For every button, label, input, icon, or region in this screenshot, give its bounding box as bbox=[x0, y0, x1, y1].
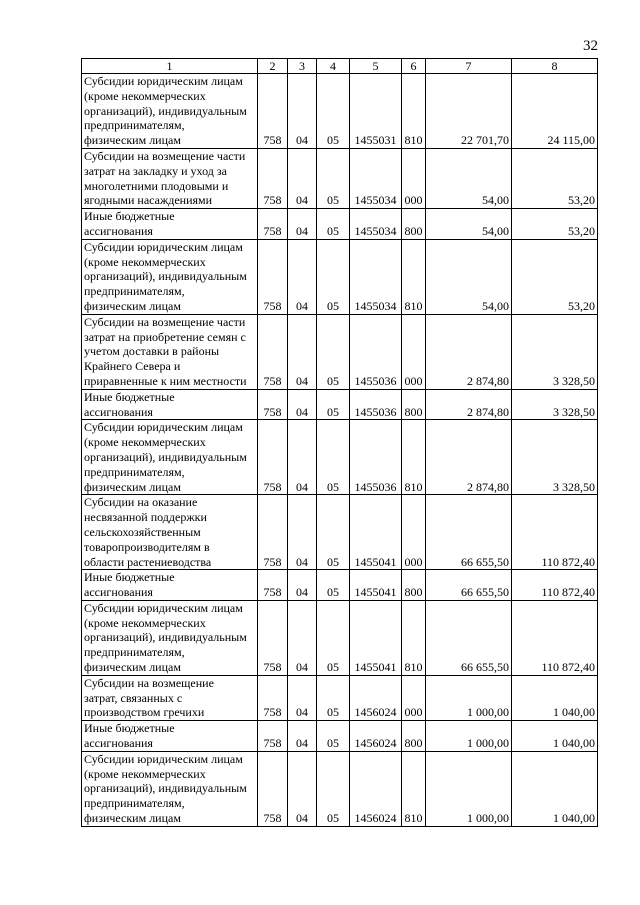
cell-code: 758 bbox=[258, 600, 288, 675]
cell-name-line: товаропроизводителям в bbox=[84, 539, 210, 554]
cell-name-line: ягодными насаждениями bbox=[84, 193, 213, 208]
cell-amount-year-2: 1 040,00 bbox=[512, 751, 598, 826]
cell-name-line: затрат, связанных с bbox=[84, 690, 183, 705]
cell-code: 758 bbox=[258, 721, 288, 752]
cell-subsection: 05 bbox=[317, 314, 350, 389]
cell-section: 04 bbox=[288, 74, 317, 149]
cell-section: 04 bbox=[288, 389, 317, 420]
cell-name-line: предпринимателям, bbox=[84, 284, 185, 299]
cell-section: 04 bbox=[288, 570, 317, 601]
cell-name-line: Иные бюджетные bbox=[84, 209, 175, 224]
cell-name-line: предпринимателям, bbox=[84, 645, 185, 660]
cell-name-line: предпринимателям, bbox=[84, 118, 185, 133]
cell-amount-year-2: 3 328,50 bbox=[512, 389, 598, 420]
cell-amount-year-2: 53,20 bbox=[512, 148, 598, 208]
cell-name bbox=[82, 751, 258, 826]
cell-expense-type: 000 bbox=[402, 314, 426, 389]
cell-target-article: 1456024 bbox=[350, 721, 402, 752]
cell-subsection: 05 bbox=[317, 74, 350, 149]
cell-amount-year-1: 66 655,50 bbox=[426, 495, 512, 570]
cell-section: 04 bbox=[288, 420, 317, 495]
cell-name-line: Иные бюджетные bbox=[84, 721, 175, 736]
cell-name bbox=[82, 74, 258, 149]
cell-name-line: Субсидии юридическим лицам bbox=[84, 239, 243, 254]
cell-name-line: несвязанной поддержки bbox=[84, 510, 207, 525]
cell-target-article: 1456024 bbox=[350, 675, 402, 720]
cell-code: 758 bbox=[258, 675, 288, 720]
cell-subsection: 05 bbox=[317, 239, 350, 314]
table-row bbox=[82, 389, 598, 420]
cell-section: 04 bbox=[288, 675, 317, 720]
table-row bbox=[82, 209, 598, 240]
table-row bbox=[82, 675, 598, 720]
cell-code: 758 bbox=[258, 751, 288, 826]
cell-expense-type: 810 bbox=[402, 239, 426, 314]
table-row bbox=[82, 751, 598, 826]
cell-name bbox=[82, 209, 258, 240]
cell-subsection: 05 bbox=[317, 148, 350, 208]
cell-name-line: организаций), индивидуальным bbox=[84, 630, 247, 645]
cell-amount-year-2: 24 115,00 bbox=[512, 74, 598, 149]
cell-amount-year-2: 3 328,50 bbox=[512, 314, 598, 389]
column-header: 4 bbox=[317, 59, 350, 74]
cell-name-line: Субсидии на возмещение части bbox=[84, 314, 246, 329]
cell-subsection: 05 bbox=[317, 570, 350, 601]
cell-name-line: ассигнования bbox=[84, 585, 153, 600]
cell-name bbox=[82, 675, 258, 720]
table-row bbox=[82, 74, 598, 149]
cell-expense-type: 810 bbox=[402, 600, 426, 675]
cell-section: 04 bbox=[288, 600, 317, 675]
cell-code: 758 bbox=[258, 420, 288, 495]
header-row bbox=[82, 59, 598, 74]
cell-expense-type: 800 bbox=[402, 209, 426, 240]
cell-name-line: ассигнования bbox=[84, 223, 153, 238]
cell-name-line: учетом доставки в районы bbox=[84, 344, 220, 359]
cell-amount-year-1: 66 655,50 bbox=[426, 570, 512, 601]
cell-amount-year-1: 1 000,00 bbox=[426, 751, 512, 826]
cell-expense-type: 810 bbox=[402, 74, 426, 149]
cell-subsection: 05 bbox=[317, 420, 350, 495]
cell-name bbox=[82, 721, 258, 752]
cell-code: 758 bbox=[258, 209, 288, 240]
cell-name-line: Субсидии юридическим лицам bbox=[84, 751, 243, 766]
cell-subsection: 05 bbox=[317, 675, 350, 720]
cell-name-line: физическим лицам bbox=[84, 811, 181, 826]
cell-name-line: Иные бюджетные bbox=[84, 389, 175, 404]
column-header: 8 bbox=[512, 59, 598, 74]
cell-name-line: ассигнования bbox=[84, 736, 153, 751]
cell-name bbox=[82, 600, 258, 675]
cell-expense-type: 000 bbox=[402, 148, 426, 208]
cell-name-line: организаций), индивидуальным bbox=[84, 269, 247, 284]
cell-name-line: Субсидии юридическим лицам bbox=[84, 420, 243, 435]
cell-subsection: 05 bbox=[317, 721, 350, 752]
cell-target-article: 1456024 bbox=[350, 751, 402, 826]
cell-target-article: 1455034 bbox=[350, 148, 402, 208]
cell-section: 04 bbox=[288, 314, 317, 389]
table-row bbox=[82, 314, 598, 389]
cell-name-line: Субсидии на оказание bbox=[84, 495, 198, 510]
table-row bbox=[82, 570, 598, 601]
cell-name-line: (кроме некоммерческих bbox=[84, 254, 206, 269]
cell-name-line: (кроме некоммерческих bbox=[84, 88, 206, 103]
cell-name-line: физическим лицам bbox=[84, 660, 181, 675]
cell-name-line: организаций), индивидуальным bbox=[84, 449, 247, 464]
table-row bbox=[82, 495, 598, 570]
table-row bbox=[82, 600, 598, 675]
cell-name-line: ассигнования bbox=[84, 404, 153, 419]
cell-code: 758 bbox=[258, 495, 288, 570]
cell-amount-year-1: 66 655,50 bbox=[426, 600, 512, 675]
cell-target-article: 1455036 bbox=[350, 314, 402, 389]
cell-name bbox=[82, 570, 258, 601]
column-header: 5 bbox=[350, 59, 402, 74]
cell-name-line: сельскохозяйственным bbox=[84, 524, 201, 539]
cell-target-article: 1455041 bbox=[350, 570, 402, 601]
cell-name-line: (кроме некоммерческих bbox=[84, 766, 206, 781]
cell-expense-type: 000 bbox=[402, 495, 426, 570]
cell-name bbox=[82, 389, 258, 420]
cell-target-article: 1455031 bbox=[350, 74, 402, 149]
cell-name bbox=[82, 148, 258, 208]
cell-amount-year-2: 1 040,00 bbox=[512, 675, 598, 720]
cell-target-article: 1455034 bbox=[350, 239, 402, 314]
budget-table bbox=[81, 58, 598, 827]
cell-amount-year-1: 1 000,00 bbox=[426, 721, 512, 752]
cell-expense-type: 800 bbox=[402, 721, 426, 752]
cell-name-line: (кроме некоммерческих bbox=[84, 615, 206, 630]
cell-name-line: затрат на закладку и уход за bbox=[84, 163, 227, 178]
cell-amount-year-1: 1 000,00 bbox=[426, 675, 512, 720]
cell-amount-year-1: 2 874,80 bbox=[426, 314, 512, 389]
cell-amount-year-1: 54,00 bbox=[426, 148, 512, 208]
cell-section: 04 bbox=[288, 495, 317, 570]
cell-expense-type: 800 bbox=[402, 389, 426, 420]
cell-code: 758 bbox=[258, 74, 288, 149]
cell-subsection: 05 bbox=[317, 389, 350, 420]
cell-section: 04 bbox=[288, 751, 317, 826]
cell-target-article: 1455036 bbox=[350, 389, 402, 420]
cell-name-line: физическим лицам bbox=[84, 133, 181, 148]
cell-name-line: Крайнего Севера и bbox=[84, 359, 181, 374]
cell-expense-type: 810 bbox=[402, 751, 426, 826]
cell-subsection: 05 bbox=[317, 495, 350, 570]
cell-amount-year-1: 22 701,70 bbox=[426, 74, 512, 149]
cell-section: 04 bbox=[288, 209, 317, 240]
cell-name-line: многолетними плодовыми и bbox=[84, 178, 229, 193]
cell-name bbox=[82, 495, 258, 570]
cell-name-line: предпринимателям, bbox=[84, 464, 185, 479]
cell-target-article: 1455036 bbox=[350, 420, 402, 495]
cell-code: 758 bbox=[258, 148, 288, 208]
cell-code: 758 bbox=[258, 389, 288, 420]
cell-expense-type: 800 bbox=[402, 570, 426, 601]
table-row bbox=[82, 148, 598, 208]
cell-name bbox=[82, 420, 258, 495]
cell-name-line: (кроме некоммерческих bbox=[84, 435, 206, 450]
cell-amount-year-2: 110 872,40 bbox=[512, 600, 598, 675]
cell-name-line: Субсидии на возмещение части bbox=[84, 148, 246, 163]
column-header: 7 bbox=[426, 59, 512, 74]
cell-subsection: 05 bbox=[317, 209, 350, 240]
cell-name bbox=[82, 239, 258, 314]
cell-name-line: приравненные к ним местности bbox=[84, 373, 247, 388]
cell-expense-type: 810 bbox=[402, 420, 426, 495]
cell-section: 04 bbox=[288, 721, 317, 752]
table-row bbox=[82, 721, 598, 752]
cell-target-article: 1455034 bbox=[350, 209, 402, 240]
table-row bbox=[82, 239, 598, 314]
cell-name-line: организаций), индивидуальным bbox=[84, 781, 247, 796]
cell-amount-year-2: 53,20 bbox=[512, 239, 598, 314]
cell-code: 758 bbox=[258, 314, 288, 389]
cell-code: 758 bbox=[258, 570, 288, 601]
cell-amount-year-2: 53,20 bbox=[512, 209, 598, 240]
cell-name-line: физическим лицам bbox=[84, 298, 181, 313]
cell-name-line: физическим лицам bbox=[84, 479, 181, 494]
column-header: 3 bbox=[288, 59, 317, 74]
cell-name bbox=[82, 314, 258, 389]
cell-section: 04 bbox=[288, 148, 317, 208]
cell-amount-year-1: 54,00 bbox=[426, 209, 512, 240]
cell-name-line: Субсидии юридическим лицам bbox=[84, 74, 243, 88]
cell-name-line: предпринимателям, bbox=[84, 796, 185, 811]
column-header: 6 bbox=[402, 59, 426, 74]
cell-name-line: организаций), индивидуальным bbox=[84, 103, 247, 118]
cell-amount-year-2: 110 872,40 bbox=[512, 495, 598, 570]
page-number: 32 bbox=[583, 38, 598, 54]
cell-amount-year-1: 2 874,80 bbox=[426, 389, 512, 420]
column-header: 1 bbox=[82, 59, 258, 74]
cell-subsection: 05 bbox=[317, 600, 350, 675]
cell-amount-year-2: 1 040,00 bbox=[512, 721, 598, 752]
cell-amount-year-2: 3 328,50 bbox=[512, 420, 598, 495]
cell-subsection: 05 bbox=[317, 751, 350, 826]
cell-amount-year-1: 2 874,80 bbox=[426, 420, 512, 495]
cell-target-article: 1455041 bbox=[350, 600, 402, 675]
cell-code: 758 bbox=[258, 239, 288, 314]
column-header: 2 bbox=[258, 59, 288, 74]
cell-target-article: 1455041 bbox=[350, 495, 402, 570]
cell-name-line: производством гречихи bbox=[84, 705, 205, 720]
cell-expense-type: 000 bbox=[402, 675, 426, 720]
cell-section: 04 bbox=[288, 239, 317, 314]
cell-name-line: затрат на приобретение семян с bbox=[84, 329, 246, 344]
cell-name-line: Субсидии юридическим лицам bbox=[84, 600, 243, 615]
table-row bbox=[82, 420, 598, 495]
cell-amount-year-2: 110 872,40 bbox=[512, 570, 598, 601]
cell-name-line: Субсидии на возмещение bbox=[84, 675, 214, 690]
cell-name-line: Иные бюджетные bbox=[84, 570, 175, 585]
cell-name-line: области растениеводства bbox=[84, 554, 212, 569]
cell-amount-year-1: 54,00 bbox=[426, 239, 512, 314]
